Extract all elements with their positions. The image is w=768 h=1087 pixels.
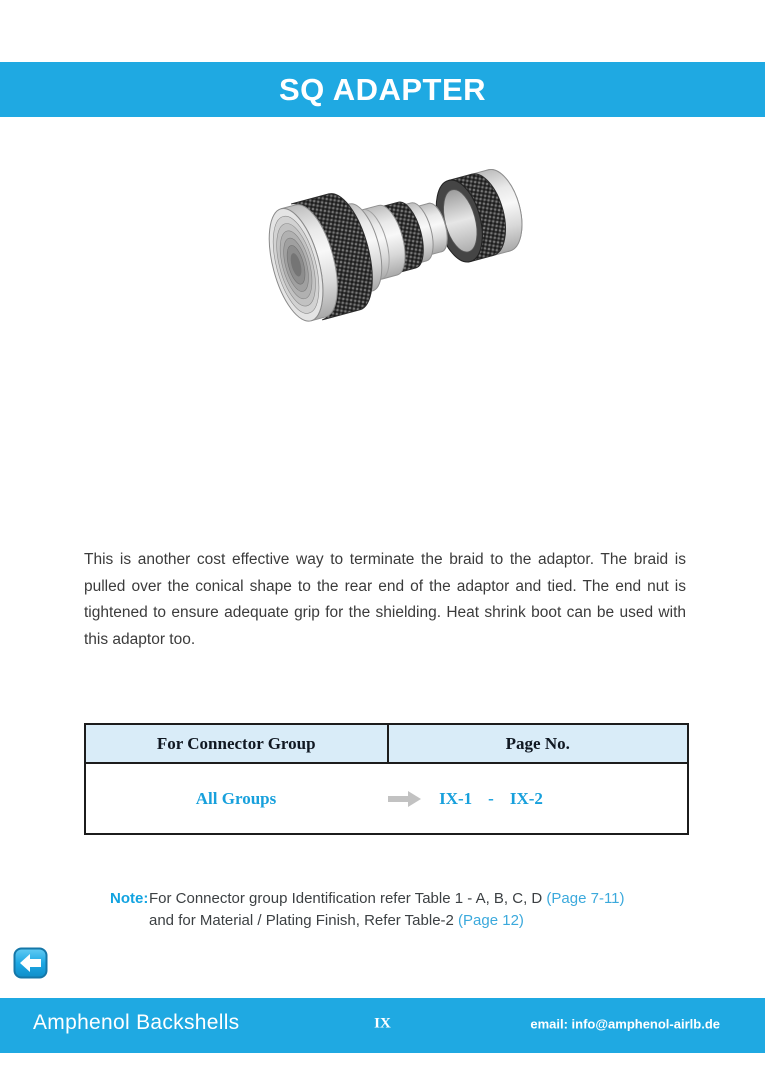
back-button[interactable] <box>13 947 48 979</box>
table-row <box>86 764 687 833</box>
note-label: Note: <box>110 890 149 907</box>
note-block <box>110 888 690 932</box>
table-header-row <box>86 725 687 764</box>
footer-email[interactable]: email: info@amphenol-airlb.de <box>530 1016 720 1032</box>
note-line1-page-link[interactable]: (Page 7-11) <box>546 890 625 907</box>
footer-brand: Amphenol Backshells <box>33 1010 240 1034</box>
all-groups-link[interactable]: All Groups <box>195 788 277 808</box>
footer-bar <box>0 998 765 1053</box>
back-arrow-icon <box>13 967 48 982</box>
footer-page-number: IX <box>374 1014 391 1031</box>
note-line2-text: and for Material / Plating Finish, Refer Table-2 <box>149 912 459 929</box>
description-paragraph: This is another cost effective way to terminate the braid to the adaptor. The braid is pulled over the conical shape to the rear end of the adaptor and tied. The end nut is tightened to ensure adequate grip for the shielding. Heat shrink boot can be used with this adaptor too. <box>84 551 686 648</box>
page-title-banner <box>0 62 765 117</box>
page-range-to: IX-2 <box>509 788 543 808</box>
page-title: SQ ADAPTER <box>278 71 487 107</box>
reference-table <box>84 723 689 835</box>
note-line-2 <box>149 910 690 932</box>
note-line-1 <box>149 888 690 910</box>
table-header-connector-group: For Connector Group <box>156 733 316 753</box>
note-line1-text: For Connector group Identification refer Table 1 - A, B, C, D <box>149 890 547 907</box>
page-range-link[interactable] <box>341 789 641 809</box>
page-range-from: IX-1 <box>439 788 473 808</box>
page-range-separator: - <box>488 788 494 808</box>
table-header-page-no: Page No. <box>387 725 688 762</box>
product-image <box>225 146 555 376</box>
note-line2-page-link[interactable]: (Page 12) <box>458 912 524 929</box>
